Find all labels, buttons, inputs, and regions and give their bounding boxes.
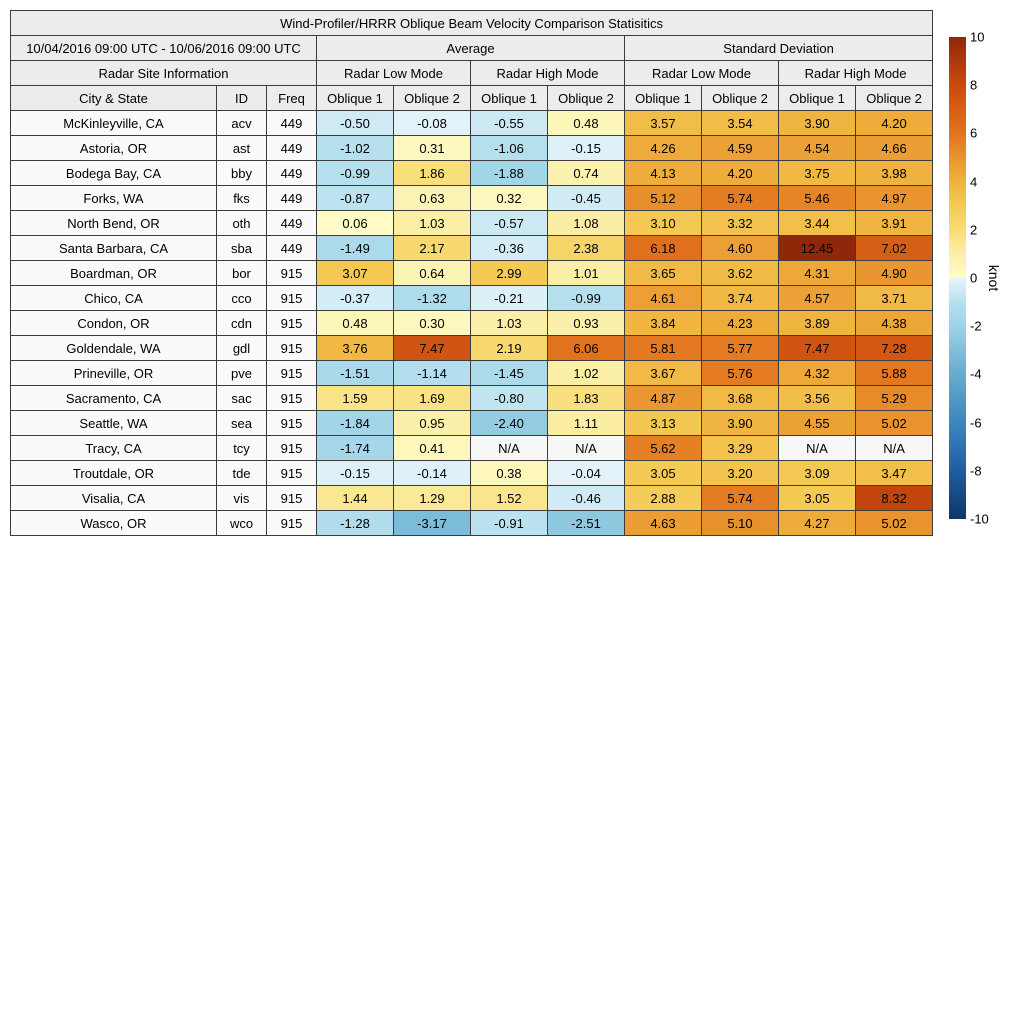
value-cell: 3.47 — [856, 461, 933, 486]
value-cell: 7.47 — [394, 336, 471, 361]
value-cell: 3.07 — [317, 261, 394, 286]
value-cell: 0.41 — [394, 436, 471, 461]
value-cell: -0.04 — [548, 461, 625, 486]
value-cell: 4.20 — [856, 111, 933, 136]
value-cell: -0.46 — [548, 486, 625, 511]
table-row — [11, 411, 933, 436]
value-cell: -0.14 — [394, 461, 471, 486]
site-id-cell: sea — [217, 411, 267, 436]
value-cell: 4.38 — [856, 311, 933, 336]
freq-cell: 449 — [267, 236, 317, 261]
freq-cell: 449 — [267, 136, 317, 161]
value-cell: 3.32 — [702, 211, 779, 236]
value-cell: 5.81 — [625, 336, 702, 361]
value-cell: 3.44 — [779, 211, 856, 236]
value-cell: 7.28 — [856, 336, 933, 361]
col-header-id: ID — [217, 86, 267, 111]
group-header-stddev: Standard Deviation — [625, 36, 933, 61]
table-row — [11, 136, 933, 161]
city-state-cell: Goldendale, WA — [11, 336, 217, 361]
value-cell: 3.89 — [779, 311, 856, 336]
freq-cell: 449 — [267, 161, 317, 186]
value-cell: 1.59 — [317, 386, 394, 411]
city-state-cell: Tracy, CA — [11, 436, 217, 461]
mode-header-avg-low: Radar Low Mode — [317, 61, 471, 86]
value-cell: 7.02 — [856, 236, 933, 261]
value-cell: 8.32 — [856, 486, 933, 511]
stats-table — [10, 10, 933, 536]
value-cell: 3.84 — [625, 311, 702, 336]
site-id-cell: acv — [217, 111, 267, 136]
table-row — [11, 186, 933, 211]
value-cell: 4.26 — [625, 136, 702, 161]
value-cell: 3.10 — [625, 211, 702, 236]
value-cell: -1.49 — [317, 236, 394, 261]
value-cell: -0.55 — [471, 111, 548, 136]
freq-cell: 449 — [267, 186, 317, 211]
value-cell: -1.74 — [317, 436, 394, 461]
col-header-oblique1: Oblique 1 — [779, 86, 856, 111]
city-state-cell: Chico, CA — [11, 286, 217, 311]
table-row — [11, 436, 933, 461]
city-state-cell: Forks, WA — [11, 186, 217, 211]
value-cell: 5.76 — [702, 361, 779, 386]
colorbar-tick-label: 6 — [970, 125, 978, 141]
value-cell: -0.37 — [317, 286, 394, 311]
value-cell: 0.30 — [394, 311, 471, 336]
freq-cell: 915 — [267, 286, 317, 311]
city-state-cell: Condon, OR — [11, 311, 217, 336]
value-cell: 3.71 — [856, 286, 933, 311]
group-header-average: Average — [317, 36, 625, 61]
mode-header-avg-high: Radar High Mode — [471, 61, 625, 86]
value-cell: 0.48 — [317, 311, 394, 336]
value-cell: 3.98 — [856, 161, 933, 186]
site-info-header: Radar Site Information — [11, 61, 317, 86]
value-cell: -1.84 — [317, 411, 394, 436]
value-cell: 1.86 — [394, 161, 471, 186]
col-header-oblique1: Oblique 1 — [317, 86, 394, 111]
colorbar-tick-label: -6 — [970, 415, 982, 431]
value-cell: 3.20 — [702, 461, 779, 486]
value-cell: -0.15 — [317, 461, 394, 486]
value-cell: 3.65 — [625, 261, 702, 286]
value-cell: 3.29 — [702, 436, 779, 461]
value-cell: 3.90 — [779, 111, 856, 136]
site-id-cell: tde — [217, 461, 267, 486]
value-cell: -3.17 — [394, 511, 471, 536]
value-cell: 0.64 — [394, 261, 471, 286]
city-state-cell: Bodega Bay, CA — [11, 161, 217, 186]
freq-cell: 915 — [267, 411, 317, 436]
table-row — [11, 461, 933, 486]
colorbar-tick-label: 8 — [970, 77, 978, 93]
value-cell: 0.63 — [394, 186, 471, 211]
group-header-row — [11, 36, 933, 61]
value-cell: -1.02 — [317, 136, 394, 161]
value-cell: 3.67 — [625, 361, 702, 386]
value-cell: -0.36 — [471, 236, 548, 261]
freq-cell: 915 — [267, 511, 317, 536]
value-cell: 3.90 — [702, 411, 779, 436]
site-id-cell: sac — [217, 386, 267, 411]
value-cell: -0.91 — [471, 511, 548, 536]
site-id-cell: cco — [217, 286, 267, 311]
title-row — [11, 11, 933, 36]
column-header-row — [11, 86, 933, 111]
value-cell: 4.63 — [625, 511, 702, 536]
value-cell: 1.29 — [394, 486, 471, 511]
colorbar-tick-label: -10 — [970, 511, 989, 527]
site-id-cell: pve — [217, 361, 267, 386]
value-cell: 12.45 — [779, 236, 856, 261]
value-cell: 5.77 — [702, 336, 779, 361]
mode-header-row — [11, 61, 933, 86]
value-cell: 3.57 — [625, 111, 702, 136]
value-cell: 4.20 — [702, 161, 779, 186]
freq-cell: 449 — [267, 211, 317, 236]
table-row — [11, 486, 933, 511]
colorbar-tick-label: -2 — [970, 318, 982, 334]
city-state-cell: Boardman, OR — [11, 261, 217, 286]
value-cell: -1.06 — [471, 136, 548, 161]
col-header-oblique2: Oblique 2 — [702, 86, 779, 111]
value-cell: -1.14 — [394, 361, 471, 386]
freq-cell: 915 — [267, 336, 317, 361]
value-cell: 5.02 — [856, 511, 933, 536]
value-cell: -0.21 — [471, 286, 548, 311]
site-id-cell: sba — [217, 236, 267, 261]
value-cell: 1.03 — [471, 311, 548, 336]
city-state-cell: Wasco, OR — [11, 511, 217, 536]
site-id-cell: cdn — [217, 311, 267, 336]
value-cell: 3.62 — [702, 261, 779, 286]
table-row — [11, 511, 933, 536]
site-id-cell: gdl — [217, 336, 267, 361]
value-cell: 4.27 — [779, 511, 856, 536]
value-cell: 0.93 — [548, 311, 625, 336]
value-cell: 1.01 — [548, 261, 625, 286]
value-cell: 5.88 — [856, 361, 933, 386]
value-cell: 5.74 — [702, 186, 779, 211]
colorbar-tick-label: -4 — [970, 366, 982, 382]
value-cell: -1.88 — [471, 161, 548, 186]
value-cell: 1.44 — [317, 486, 394, 511]
table-row — [11, 286, 933, 311]
col-header-freq: Freq — [267, 86, 317, 111]
site-id-cell: wco — [217, 511, 267, 536]
colorbar-tick-label: -8 — [970, 463, 982, 479]
table-row — [11, 211, 933, 236]
value-cell: 3.74 — [702, 286, 779, 311]
value-cell: 4.61 — [625, 286, 702, 311]
city-state-cell: Seattle, WA — [11, 411, 217, 436]
city-state-cell: Troutdale, OR — [11, 461, 217, 486]
colorbar-gradient — [949, 37, 966, 519]
value-cell: 1.83 — [548, 386, 625, 411]
freq-cell: 915 — [267, 361, 317, 386]
value-cell: 4.13 — [625, 161, 702, 186]
value-cell: 1.02 — [548, 361, 625, 386]
value-cell: 2.38 — [548, 236, 625, 261]
table-body — [11, 111, 933, 536]
value-cell: 2.17 — [394, 236, 471, 261]
value-cell: -1.32 — [394, 286, 471, 311]
colorbar-tick-label: 0 — [970, 270, 978, 286]
col-header-oblique2: Oblique 2 — [394, 86, 471, 111]
value-cell: 6.18 — [625, 236, 702, 261]
value-cell: -2.40 — [471, 411, 548, 436]
value-cell: 3.05 — [779, 486, 856, 511]
value-cell: 5.62 — [625, 436, 702, 461]
city-state-cell: Astoria, OR — [11, 136, 217, 161]
col-header-oblique2: Oblique 2 — [856, 86, 933, 111]
freq-cell: 449 — [267, 111, 317, 136]
table-title: Wind-Profiler/HRRR Oblique Beam Velocity Comparison Statisitics — [11, 11, 933, 36]
table-row — [11, 386, 933, 411]
value-cell: 2.88 — [625, 486, 702, 511]
value-cell: 3.75 — [779, 161, 856, 186]
site-id-cell: vis — [217, 486, 267, 511]
mode-header-std-high: Radar High Mode — [779, 61, 933, 86]
table-row — [11, 361, 933, 386]
city-state-cell: Sacramento, CA — [11, 386, 217, 411]
value-cell: -0.57 — [471, 211, 548, 236]
site-id-cell: tcy — [217, 436, 267, 461]
freq-cell: 915 — [267, 436, 317, 461]
value-cell: 4.54 — [779, 136, 856, 161]
value-cell: 1.03 — [394, 211, 471, 236]
value-cell: 5.02 — [856, 411, 933, 436]
value-cell: 0.06 — [317, 211, 394, 236]
value-cell: 4.90 — [856, 261, 933, 286]
value-cell: 4.87 — [625, 386, 702, 411]
value-cell: 2.99 — [471, 261, 548, 286]
value-cell: -0.87 — [317, 186, 394, 211]
value-cell: 0.95 — [394, 411, 471, 436]
value-cell: N/A — [471, 436, 548, 461]
value-cell: 3.54 — [702, 111, 779, 136]
value-cell: 0.74 — [548, 161, 625, 186]
value-cell: 4.57 — [779, 286, 856, 311]
colorbar-tick-label: 4 — [970, 174, 978, 190]
freq-cell: 915 — [267, 486, 317, 511]
value-cell: 2.19 — [471, 336, 548, 361]
table-row — [11, 161, 933, 186]
value-cell: N/A — [779, 436, 856, 461]
site-id-cell: oth — [217, 211, 267, 236]
colorbar-tick-label: 2 — [970, 222, 978, 238]
value-cell: -0.15 — [548, 136, 625, 161]
value-cell: N/A — [856, 436, 933, 461]
colorbar — [949, 29, 1024, 527]
value-cell: 6.06 — [548, 336, 625, 361]
value-cell: 4.23 — [702, 311, 779, 336]
colorbar-label: knot — [986, 264, 1002, 292]
table-row — [11, 261, 933, 286]
site-id-cell: ast — [217, 136, 267, 161]
value-cell: 5.46 — [779, 186, 856, 211]
value-cell: 1.69 — [394, 386, 471, 411]
table-row — [11, 336, 933, 361]
site-id-cell: bor — [217, 261, 267, 286]
value-cell: 3.09 — [779, 461, 856, 486]
value-cell: 0.38 — [471, 461, 548, 486]
value-cell: 4.32 — [779, 361, 856, 386]
value-cell: 3.76 — [317, 336, 394, 361]
value-cell: 4.97 — [856, 186, 933, 211]
table-row — [11, 111, 933, 136]
value-cell: -2.51 — [548, 511, 625, 536]
value-cell: -1.45 — [471, 361, 548, 386]
table-row — [11, 311, 933, 336]
mode-header-std-low: Radar Low Mode — [625, 61, 779, 86]
freq-cell: 915 — [267, 461, 317, 486]
value-cell: 1.52 — [471, 486, 548, 511]
value-cell: 5.12 — [625, 186, 702, 211]
value-cell: -0.99 — [317, 161, 394, 186]
site-id-cell: fks — [217, 186, 267, 211]
value-cell: -0.99 — [548, 286, 625, 311]
value-cell: 1.08 — [548, 211, 625, 236]
city-state-cell: Prineville, OR — [11, 361, 217, 386]
value-cell: 0.31 — [394, 136, 471, 161]
value-cell: -0.80 — [471, 386, 548, 411]
colorbar-tick-label: 10 — [970, 29, 985, 45]
col-header-city: City & State — [11, 86, 217, 111]
value-cell: 5.74 — [702, 486, 779, 511]
value-cell: N/A — [548, 436, 625, 461]
city-state-cell: McKinleyville, CA — [11, 111, 217, 136]
value-cell: 3.56 — [779, 386, 856, 411]
value-cell: 4.31 — [779, 261, 856, 286]
value-cell: -1.28 — [317, 511, 394, 536]
value-cell: 7.47 — [779, 336, 856, 361]
city-state-cell: North Bend, OR — [11, 211, 217, 236]
value-cell: 4.59 — [702, 136, 779, 161]
value-cell: -0.45 — [548, 186, 625, 211]
col-header-oblique1: Oblique 1 — [471, 86, 548, 111]
value-cell: 5.10 — [702, 511, 779, 536]
value-cell: 3.05 — [625, 461, 702, 486]
city-state-cell: Santa Barbara, CA — [11, 236, 217, 261]
date-range: 10/04/2016 09:00 UTC - 10/06/2016 09:00 UTC — [11, 36, 317, 61]
site-id-cell: bby — [217, 161, 267, 186]
col-header-oblique1: Oblique 1 — [625, 86, 702, 111]
city-state-cell: Visalia, CA — [11, 486, 217, 511]
freq-cell: 915 — [267, 261, 317, 286]
value-cell: 4.60 — [702, 236, 779, 261]
value-cell: 4.55 — [779, 411, 856, 436]
value-cell: -0.50 — [317, 111, 394, 136]
freq-cell: 915 — [267, 311, 317, 336]
col-header-oblique2: Oblique 2 — [548, 86, 625, 111]
value-cell: 0.48 — [548, 111, 625, 136]
value-cell: 3.68 — [702, 386, 779, 411]
value-cell: -1.51 — [317, 361, 394, 386]
value-cell: 3.13 — [625, 411, 702, 436]
freq-cell: 915 — [267, 386, 317, 411]
value-cell: 0.32 — [471, 186, 548, 211]
value-cell: 4.66 — [856, 136, 933, 161]
value-cell: -0.08 — [394, 111, 471, 136]
value-cell: 5.29 — [856, 386, 933, 411]
value-cell: 1.11 — [548, 411, 625, 436]
table-row — [11, 236, 933, 261]
value-cell: 3.91 — [856, 211, 933, 236]
